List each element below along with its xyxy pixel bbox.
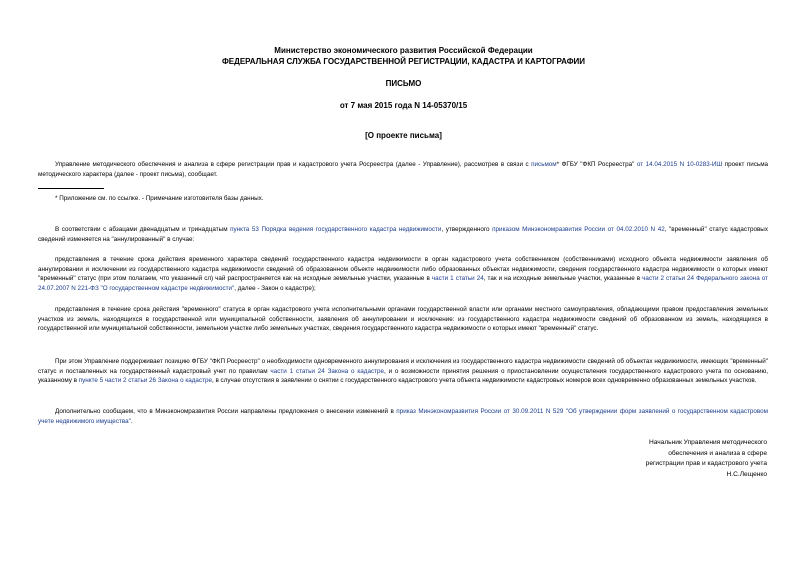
link-cadastre-procedure[interactable]: пункта 53 Порядка ведения государственного кадастра недвижимости xyxy=(230,226,442,233)
link-order-42[interactable]: приказом Минэкономразвития России от 04.02.2010 N 42 xyxy=(492,226,665,233)
paragraph-text: , так и на исходные земельные участки, указанные в xyxy=(483,275,643,282)
signature-block xyxy=(646,438,767,480)
paragraph-text: представления в течение срока действия "временного" статуса в орган кадастрового учета исполнительными органами государственной власти или органами местного самоуправления, обладающими правом предоставления земельных участков из земель, находящихся в государственной или муниципальной собственности, заявления об аннулировании и исключение: из государственного кадастра недвижимости сведений об образованном из земель, находящихся в государственной или муниципальной собственности, земельном участке либо земельных участках, сведения государственного кадастра недвижимости о которых имеют "временный" статус. xyxy=(38,306,768,332)
link-article-26-law[interactable]: пункте 5 части 2 статьи 26 Закона о кадастре xyxy=(78,377,212,384)
paragraph-1 xyxy=(38,160,768,179)
signature-line-1: Начальник Управления методического xyxy=(648,439,767,446)
link-article-24-part-1[interactable]: части 1 статьи 24 xyxy=(431,275,484,282)
paragraph-text: , в случае отсутствия в заявлении о снятии с государственного кадастрового учета объекта недвижимости кадастровых номеров всех одновременно образованных земельных участков. xyxy=(211,377,757,384)
paragraph-5 xyxy=(38,357,768,386)
paragraph-text: Управление методического обеспечения и анализа в сфере регистрации прав и кадастрового учета Росреестра (далее - Управление), рассмотрев в связи с xyxy=(55,161,532,168)
paragraph-text: , и о возможности принятия решения о приостановлении осуществления государственного кадастрового учета по основанию, указанному в xyxy=(38,367,768,384)
link-letter-number[interactable]: от 14.04.2015 N 10-0283-ИШ xyxy=(636,161,723,168)
paragraph-text: * ФГБУ "ФКП Росреестра" xyxy=(556,161,637,168)
paragraph-text: , утвержденного xyxy=(441,226,493,233)
paragraph-text: Дополнительно сообщаем, что в Минэкономразвития России направлены предложения о внесении изменений в xyxy=(55,408,397,415)
paragraph-text: При этом Управление поддерживает позицию ФГБУ "ФКП Росреестр" о необходимости одновременного аннулирования и исключения из государственного кадастра недвижимости сведений об объектах недвижимости, имеющих "временный" статус и поставленных на государственный кадастровый учет по правилам xyxy=(38,358,768,375)
service-name: ФЕДЕРАЛЬНАЯ СЛУЖБА ГОСУДАРСТВЕННОЙ РЕГИСТРАЦИИ, КАДАСТРА И КАРТОГРАФИИ xyxy=(221,57,586,66)
link-order-529[interactable]: приказ Минэкономразвития России от 30.09.2011 N 529 "Об утверждении форм заявлений о государственном кадастровом учете недвижимого имущества" xyxy=(38,408,768,425)
document-date-number: от 7 мая 2015 года N 14-05370/15 xyxy=(339,101,468,110)
paragraph-6 xyxy=(38,407,768,426)
link-federal-law-221[interactable]: части 2 статьи 24 Федерального закона от 24.07.2007 N 221-ФЗ "О государственном кадастре недвижимости" xyxy=(38,275,768,292)
paragraph-text: проект письма методического характера (далее - проект письма), сообщает. xyxy=(38,161,769,178)
document-type: ПИСЬМО xyxy=(385,79,422,88)
signature-line-2: обеспечения и анализа в сфере xyxy=(668,449,767,457)
signature-line-3: регистрации прав и кадастрового учета xyxy=(645,460,767,467)
paragraph-text: , далее - Закон о кадастре); xyxy=(234,284,316,292)
footnote xyxy=(38,194,264,203)
footnote-text: * Приложение см. по ссылке. - Примечание изготовителя базы данных. xyxy=(55,195,264,202)
link-letter[interactable]: письмом xyxy=(531,161,557,168)
paragraph-3 xyxy=(38,255,768,293)
link-article-24-law[interactable]: части 1 статьи 24 Закона о кадастре xyxy=(270,367,384,375)
signature-name: Н.С.Лещенко xyxy=(726,470,767,478)
document-subject: [О проекте письма] xyxy=(365,131,442,140)
paragraph-2 xyxy=(38,225,768,244)
footnote-divider xyxy=(38,188,104,189)
paragraph-4 xyxy=(38,305,768,334)
paragraph-text: . xyxy=(130,417,133,425)
paragraph-text: представления в течение срока действия временного характера сведений государственного кадастра недвижимости в орган кадастрового учета собственником (собственниками) исходного объекта недвижимости заявления об аннулировании и исключении из государственного кадастра недвижимости сведений об образованном объекте недвижимости либо образованных объектах недвижимости, сведения государственного кадастра недвижимости о которых имеют "временный" статус (при этом полагаем, что указанный сл) чай распространяется как на исходные земельные участки, указанные в xyxy=(38,256,768,282)
paragraph-text: , "временный" статус кадастровых сведений изменяется на "аннулированный" в случае: xyxy=(38,226,768,243)
paragraph-text: В соответствии с абзацами двенадцатым и тринадцатым xyxy=(55,226,231,233)
ministry-name: Министерство экономического развития Российской Федерации xyxy=(274,46,533,55)
